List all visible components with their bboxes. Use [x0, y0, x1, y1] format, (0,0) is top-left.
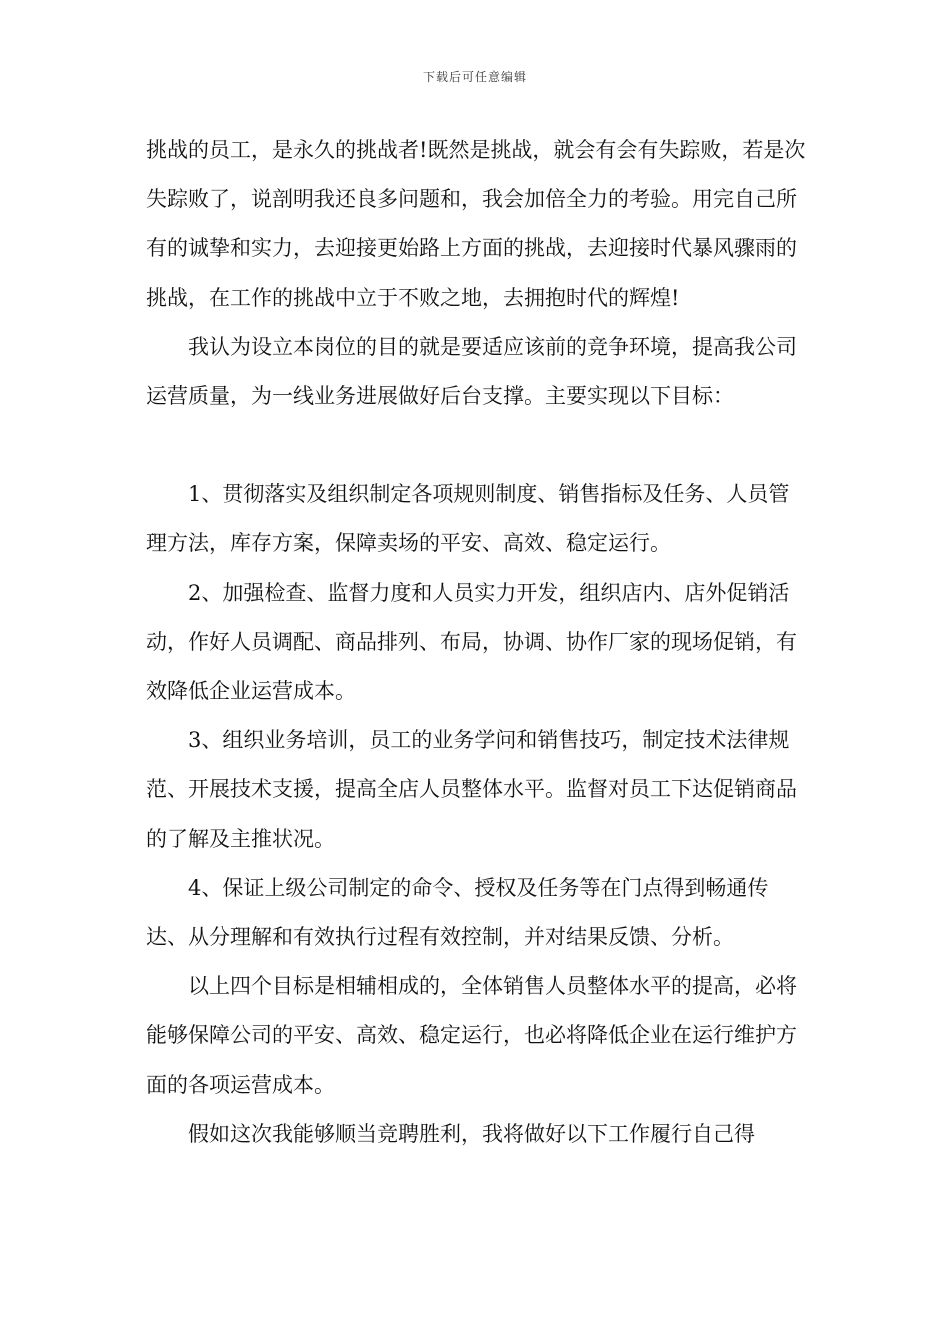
paragraph-6: 4、保证上级公司制定的命令、授权及任务等在门点得到畅通传达、从分理解和有效执行过程有效控制，并对结果反馈、分析。: [146, 875, 769, 950]
paragraph-spacer: [146, 421, 806, 470]
document-body: [146, 126, 806, 1159]
paragraph-5: 3、组织业务培训，员工的业务学问和销售技巧，制定技术法律规范、开展技术支援，提高全店人员整体水平。监督对员工下达促销商品的了解及主推状况。: [146, 728, 797, 851]
page-header: 下载后可任意编辑: [422, 70, 527, 84]
paragraph-2: 我认为设立本岗位的目的就是要适应该前的竞争环境，提高我公司运营质量，为一线业务进展做好后台支撑。主要实现以下目标：: [146, 334, 797, 409]
paragraph-1: 挑战的员工，是永久的挑战者!既然是挑战，就会有会有失踪败，若是次失踪败了，说剖明我还良多问题和，我会加倍全力的考验。用完自己所有的诚挚和实力，去迎接更始路上方面的挑战，去迎接时代暴风骤雨的挑战，在工作的挑战中立于不败之地，去拥抱时代的辉煌!: [146, 138, 806, 310]
paragraph-3: 1、贯彻落实及组织制定各项规则制度、销售指标及任务、人员管理方法，库存方案，保障卖场的平安、高效、稳定运行。: [146, 482, 790, 556]
paragraph-4: 2、加强检查、监督力度和人员实力开发，组织店内、店外促销活动，作好人员调配、商品排列、布局，协调、协作厂家的现场促销，有效降低企业运营成本。: [146, 580, 797, 704]
paragraph-7: 以上四个目标是相辅相成的，全体销售人员整体水平的提高，必将能够保障公司的平安、高效、稳定运行，也必将降低企业在运行维护方面的各项运营成本。: [146, 974, 797, 1097]
paragraph-8: 假如这次我能够顺当竞聘胜利，我将做好以下工作履行自己得: [188, 1121, 755, 1146]
